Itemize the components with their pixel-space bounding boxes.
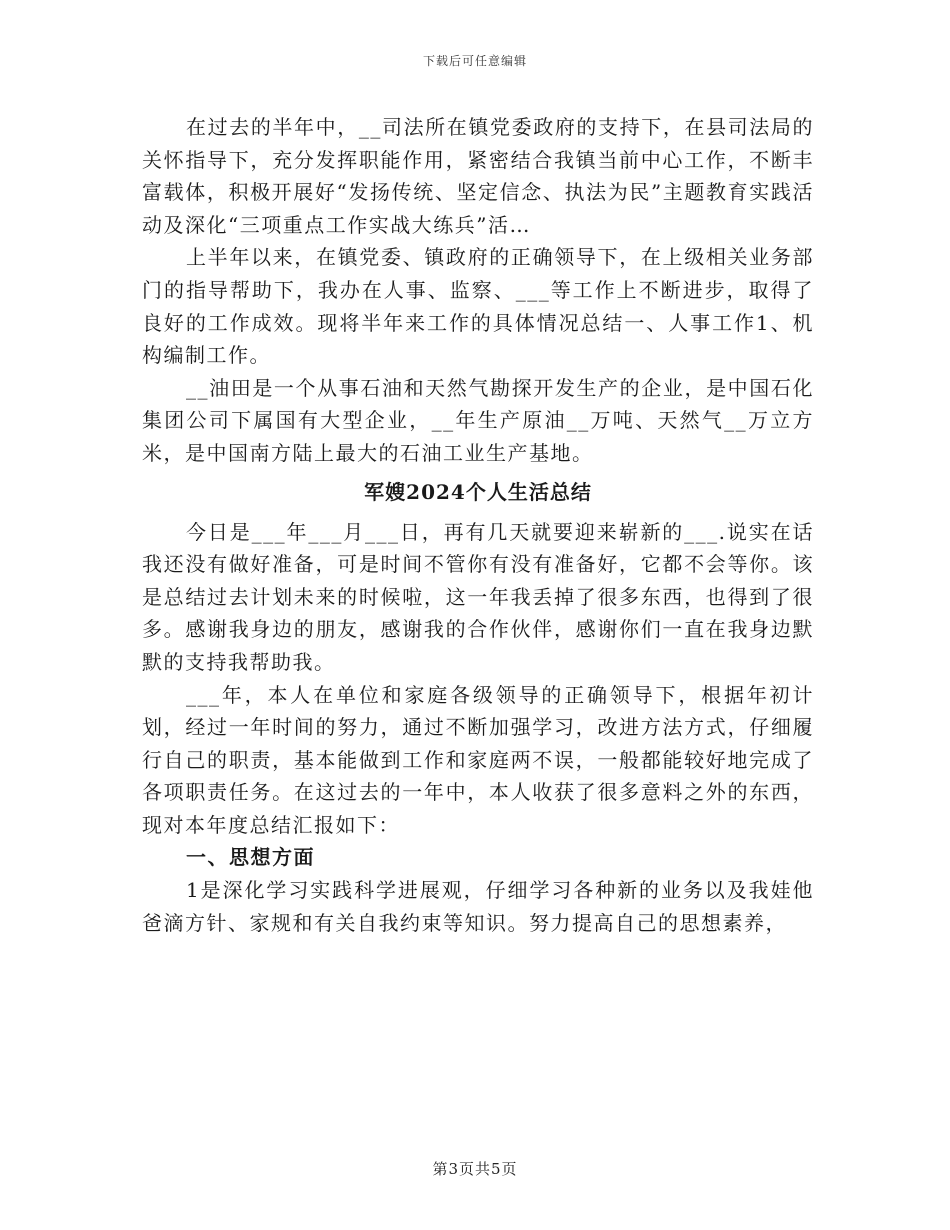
page-header-note: 下载后可任意编辑 <box>422 54 527 68</box>
intro-paragraph-1: 在过去的半年中，__司法所在镇党委政府的支持下，在县司法局的关怀指导下，充分发挥职能作用，紧密结合我镇当前中心工作，不断丰富载体，积极开展好“发扬传统、坚定信念、执法为民”主题教育实践活动及深化“三项重点工作实战大练兵”活… <box>142 115 814 237</box>
section-heading: 一、思想方面 <box>186 845 315 870</box>
page-number: 第3页共5页 <box>432 1160 518 1178</box>
document-body <box>142 111 814 939</box>
intro-paragraph-2: 上半年以来，在镇党委、镇政府的正确领导下，在上级相关业务部门的指导帮助下，我办在人事、监察、___等工作上不断进步，取得了良好的工作成效。现将半年来工作的具体情况总结一、人事工作1、机构编制工作。 <box>142 245 814 368</box>
article-paragraph-2: ___年，本人在单位和家庭各级领导的正确领导下，根据年初计划，经过一年时间的努力，通过不断加强学习，改进方法方式，仔细履行自己的职责，基本能做到工作和家庭两不误，一般都能较好地完成了各项职责任务。在这过去的一年中，本人收获了很多意料之外的东西，现对本年度总结汇报如下： <box>142 682 814 837</box>
article-title: 军嫂2024个人生活总结 <box>364 479 592 504</box>
intro-paragraph-3: __油田是一个从事石油和天然气勘探开发生产的企业，是中国石化集团公司下属国有大型企业，__年生产原油__万吨、天然气__万立方米，是中国南方陆上最大的石油工业生产基地。 <box>142 375 814 465</box>
section-paragraph: 1是深化学习实践科学进展观，仔细学习各种新的业务以及我娃他爸滴方针、家规和有关自我约束等知识。努力提高自己的思想素养， <box>142 878 814 935</box>
article-paragraph-1: 今日是___年___月___日，再有几天就要迎来崭新的___.说实在话我还没有做好准备，可是时间不管你有没有准备好，它都不会等你。该是总结过去计划未来的时候啦，这一年我丢掉了很多东西，也得到了很多。感谢我身边的朋友，感谢我的合作伙伴，感谢你们一直在我身边默默的支持我帮助我。 <box>142 519 814 674</box>
